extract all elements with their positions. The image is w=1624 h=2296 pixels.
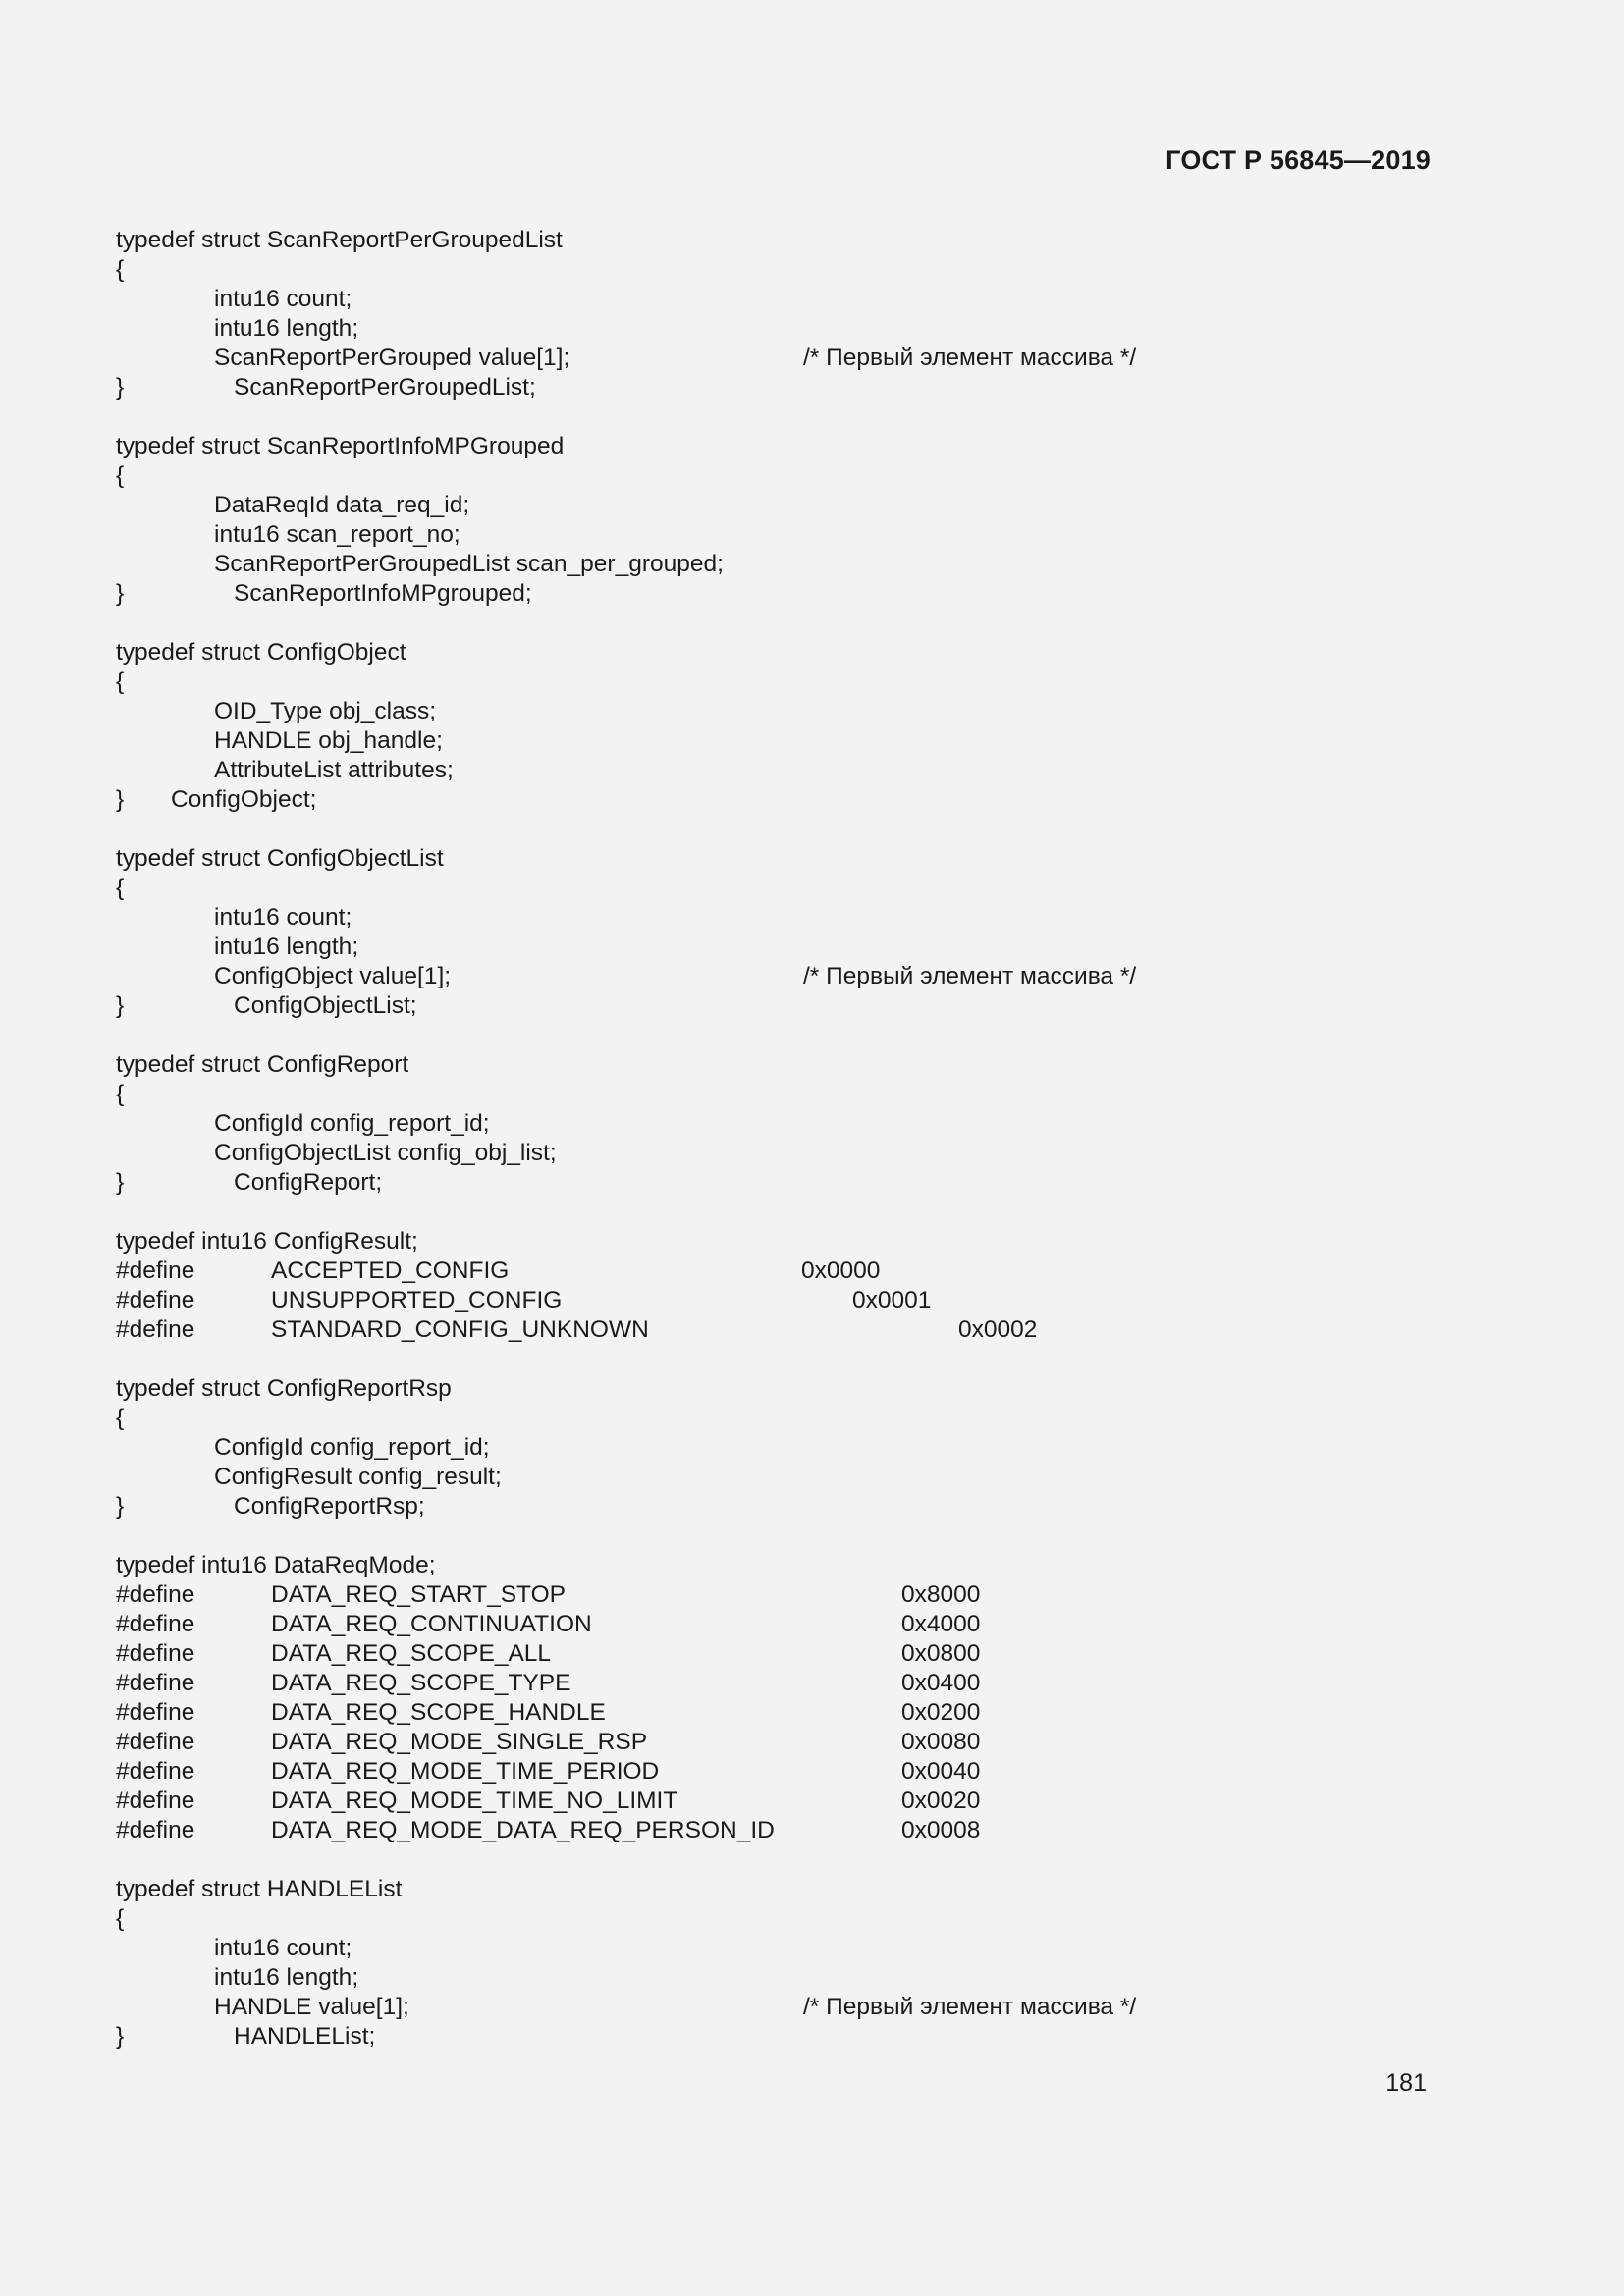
close-brace: }	[116, 374, 125, 400]
define-value: 0x0002	[958, 1316, 1038, 1343]
open-brace: {	[116, 1081, 125, 1107]
code-line	[116, 667, 1392, 697]
type-name: HANDLEList;	[234, 2023, 376, 2050]
code-line	[116, 1050, 1392, 1080]
define-value: 0x4000	[901, 1611, 981, 1637]
code-line	[116, 1168, 1392, 1198]
define-value: 0x0001	[852, 1287, 932, 1313]
close-brace: }	[116, 786, 125, 813]
close-brace: }	[116, 2023, 125, 2050]
code-line	[116, 314, 1392, 344]
code-line	[116, 933, 1392, 962]
define-keyword: #define	[116, 1316, 195, 1343]
define-value: 0x0008	[901, 1817, 981, 1843]
close-brace: }	[116, 580, 125, 607]
code-line	[116, 1463, 1392, 1492]
define-keyword: #define	[116, 1257, 195, 1284]
define-keyword: #define	[116, 1670, 195, 1696]
type-name: ScanReportPerGroupedList;	[234, 374, 536, 400]
code-line	[116, 432, 1392, 461]
define-name: STANDARD_CONFIG_UNKNOWN	[271, 1316, 649, 1343]
define-name: UNSUPPORTED_CONFIG	[271, 1287, 563, 1313]
define-line	[116, 1286, 1392, 1315]
struct-field: intu16 count;	[214, 904, 352, 931]
open-brace: {	[116, 668, 125, 695]
code-line	[116, 344, 1392, 373]
define-keyword: #define	[116, 1611, 195, 1637]
type-name: ScanReportInfoMPgrouped;	[234, 580, 532, 607]
code-line	[116, 1993, 1392, 2022]
code-line	[116, 520, 1392, 550]
close-brace: }	[116, 992, 125, 1019]
code-line	[116, 1904, 1392, 1934]
open-brace: {	[116, 875, 125, 901]
define-value: 0x8000	[901, 1581, 981, 1608]
code-line	[116, 1875, 1392, 1904]
define-name: DATA_REQ_MODE_TIME_NO_LIMIT	[271, 1788, 678, 1814]
define-line	[116, 1315, 1392, 1345]
struct-field: ScanReportPerGroupedList scan_per_grouped;	[214, 551, 724, 577]
define-name: DATA_REQ_MODE_DATA_REQ_PERSON_ID	[271, 1817, 775, 1843]
close-brace: }	[116, 1169, 125, 1196]
define-keyword: #define	[116, 1758, 195, 1785]
code-line	[116, 726, 1392, 756]
define-line	[116, 1757, 1392, 1787]
define-value: 0x0400	[901, 1670, 981, 1696]
define-name: DATA_REQ_CONTINUATION	[271, 1611, 592, 1637]
code-line	[116, 697, 1392, 726]
struct-field: HANDLE obj_handle;	[214, 727, 443, 754]
code-line	[116, 1963, 1392, 1993]
code-line	[116, 1404, 1392, 1433]
define-line	[116, 1816, 1392, 1845]
code-line	[116, 1374, 1392, 1404]
code-line	[116, 991, 1392, 1021]
code-line	[116, 1109, 1392, 1139]
define-value: 0x0200	[901, 1699, 981, 1726]
define-keyword: #define	[116, 1699, 195, 1726]
type-name: ConfigReport;	[234, 1169, 383, 1196]
struct-declaration: typedef struct ScanReportPerGroupedList	[116, 227, 563, 253]
define-name: ACCEPTED_CONFIG	[271, 1257, 510, 1284]
define-keyword: #define	[116, 1788, 195, 1814]
code-line	[116, 285, 1392, 314]
struct-field: intu16 count;	[214, 1935, 352, 1961]
code-comment: /* Первый элемент массива */	[803, 963, 1137, 989]
define-line	[116, 1610, 1392, 1639]
define-name: DATA_REQ_SCOPE_TYPE	[271, 1670, 571, 1696]
code-line	[116, 1934, 1392, 1963]
code-line	[116, 1492, 1392, 1522]
struct-declaration: typedef struct ConfigReportRsp	[116, 1375, 452, 1402]
define-keyword: #define	[116, 1581, 195, 1608]
define-value: 0x0080	[901, 1729, 981, 1755]
define-value: 0x0040	[901, 1758, 981, 1785]
struct-field: AttributeList attributes;	[214, 757, 454, 783]
define-line	[116, 1256, 1392, 1286]
struct-declaration: typedef struct ConfigObjectList	[116, 845, 444, 872]
struct-field: OID_Type obj_class;	[214, 698, 437, 724]
define-keyword: #define	[116, 1729, 195, 1755]
define-keyword: #define	[116, 1817, 195, 1843]
define-keyword: #define	[116, 1640, 195, 1667]
code-line	[116, 1433, 1392, 1463]
code-line	[116, 491, 1392, 520]
typedef-declaration: typedef intu16 ConfigResult;	[116, 1228, 418, 1255]
define-line	[116, 1728, 1392, 1757]
code-line	[116, 903, 1392, 933]
code-line	[116, 579, 1392, 609]
define-keyword: #define	[116, 1287, 195, 1313]
define-line	[116, 1580, 1392, 1610]
code-line	[116, 1551, 1392, 1580]
code-line	[116, 962, 1392, 991]
code-listing	[116, 226, 1392, 2052]
type-name: ConfigReportRsp;	[234, 1493, 425, 1520]
struct-field: ScanReportPerGrouped value[1];	[214, 345, 570, 371]
define-name: DATA_REQ_MODE_SINGLE_RSP	[271, 1729, 648, 1755]
define-value: 0x0000	[801, 1257, 881, 1284]
struct-declaration: typedef struct HANDLEList	[116, 1876, 403, 1902]
struct-field: HANDLE value[1];	[214, 1994, 409, 2020]
struct-field: DataReqId data_req_id;	[214, 492, 470, 518]
code-line	[116, 844, 1392, 874]
define-name: DATA_REQ_START_STOP	[271, 1581, 566, 1608]
document-header: ГОСТ Р 56845—2019	[1165, 145, 1431, 175]
code-line	[116, 255, 1392, 285]
open-brace: {	[116, 1405, 125, 1431]
struct-field: ConfigId config_report_id;	[214, 1434, 490, 1461]
struct-declaration: typedef struct ScanReportInfoMPGrouped	[116, 433, 565, 459]
code-comment: /* Первый элемент массива */	[803, 345, 1137, 371]
code-line	[116, 461, 1392, 491]
close-brace: }	[116, 1493, 125, 1520]
type-name: ConfigObject;	[171, 786, 317, 813]
code-line	[116, 756, 1392, 785]
code-line	[116, 226, 1392, 255]
code-line	[116, 1227, 1392, 1256]
define-name: DATA_REQ_MODE_TIME_PERIOD	[271, 1758, 660, 1785]
struct-field: intu16 count;	[214, 286, 352, 312]
struct-field: ConfigId config_report_id;	[214, 1110, 490, 1137]
open-brace: {	[116, 1905, 125, 1932]
struct-field: intu16 length;	[214, 934, 359, 960]
define-line	[116, 1787, 1392, 1816]
type-name: ConfigObjectList;	[234, 992, 417, 1019]
struct-field: ConfigResult config_result;	[214, 1464, 502, 1490]
struct-declaration: typedef struct ConfigObject	[116, 639, 406, 666]
struct-declaration: typedef struct ConfigReport	[116, 1051, 409, 1078]
struct-field: ConfigObjectList config_obj_list;	[214, 1140, 557, 1166]
define-line	[116, 1669, 1392, 1698]
code-line	[116, 785, 1392, 815]
code-line	[116, 1080, 1392, 1109]
code-line	[116, 874, 1392, 903]
define-value: 0x0800	[901, 1640, 981, 1667]
typedef-declaration: typedef intu16 DataReqMode;	[116, 1552, 436, 1578]
open-brace: {	[116, 462, 125, 489]
code-comment: /* Первый элемент массива */	[803, 1994, 1137, 2020]
define-line	[116, 1639, 1392, 1669]
open-brace: {	[116, 256, 125, 283]
code-line	[116, 638, 1392, 667]
define-name: DATA_REQ_SCOPE_HANDLE	[271, 1699, 606, 1726]
code-line	[116, 2022, 1392, 2052]
struct-field: intu16 length;	[214, 315, 359, 342]
page-number: 181	[1385, 2069, 1427, 2097]
struct-field: ConfigObject value[1];	[214, 963, 452, 989]
define-value: 0x0020	[901, 1788, 981, 1814]
define-line	[116, 1698, 1392, 1728]
struct-field: intu16 length;	[214, 1964, 359, 1991]
code-line	[116, 373, 1392, 402]
code-line	[116, 1139, 1392, 1168]
struct-field: intu16 scan_report_no;	[214, 521, 460, 548]
define-name: DATA_REQ_SCOPE_ALL	[271, 1640, 552, 1667]
code-line	[116, 550, 1392, 579]
